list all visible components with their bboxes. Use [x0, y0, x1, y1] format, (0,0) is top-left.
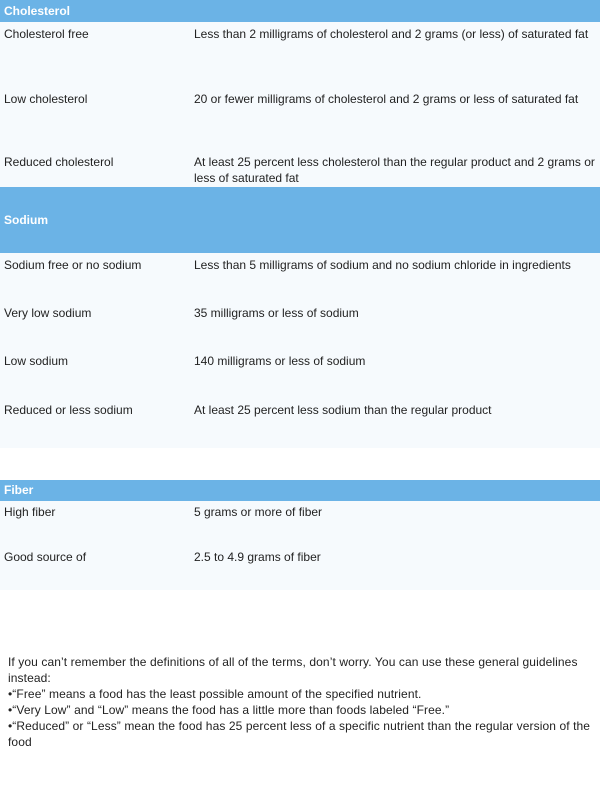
notes-bullet: •“Very Low” and “Low” means the food has a little more than foods labeled “Free.”: [8, 703, 450, 717]
definition-cell: 35 milligrams or less of sodium: [194, 306, 359, 320]
definition-cell: 2.5 to 4.9 grams of fiber: [194, 550, 321, 564]
term-cell: Low sodium: [4, 354, 69, 368]
term-cell: Cholesterol free: [4, 27, 89, 41]
definition-cell: 20 or fewer milligrams of cholesterol and 2 grams or less of saturated fat: [194, 92, 579, 106]
definition-cell: 5 grams or more of fiber: [194, 505, 323, 519]
term-cell: Good source of: [4, 550, 87, 564]
definition-cell: 140 milligrams or less of sodium: [194, 354, 366, 368]
sodium-section-body: [0, 253, 600, 448]
term-cell: Very low sodium: [4, 306, 92, 320]
guidelines-notes: [8, 654, 592, 750]
fiber-section-header: [0, 480, 600, 501]
term-cell: Sodium free or no sodium: [4, 258, 142, 272]
definition-cell: Less than 2 milligrams of cholesterol and 2 grams (or less) of saturated fat: [194, 27, 589, 41]
sodium-section-title: Sodium: [4, 213, 48, 227]
cholesterol-section-title: Cholesterol: [4, 4, 71, 18]
definition-cell: At least 25 percent less sodium than the regular product: [194, 403, 492, 417]
term-cell: Reduced cholesterol: [4, 155, 114, 169]
definition-cell: Less than 5 milligrams of sodium and no sodium chloride in ingredients: [194, 258, 571, 272]
term-cell: Reduced or less sodium: [4, 403, 133, 417]
term-cell: Low cholesterol: [4, 92, 88, 106]
sodium-section-header: [0, 187, 600, 253]
cholesterol-section-header: [0, 0, 600, 22]
notes-bullet: •“Reduced” or “Less” mean the food has 25 percent less of a specific nutrient than the regular version of the food: [8, 719, 591, 749]
fiber-section-title: Fiber: [4, 483, 34, 497]
term-cell: High fiber: [4, 505, 56, 519]
notes-bullet: •“Free” means a food has the least possible amount of the specified nutrient.: [8, 687, 422, 701]
definition-cell: At least 25 percent less cholesterol than the regular product and 2 grams or less of saturated fat: [194, 155, 595, 185]
notes-intro: If you can’t remember the definitions of all of the terms, don’t worry. You can use these general guidelines instead:: [8, 655, 578, 685]
